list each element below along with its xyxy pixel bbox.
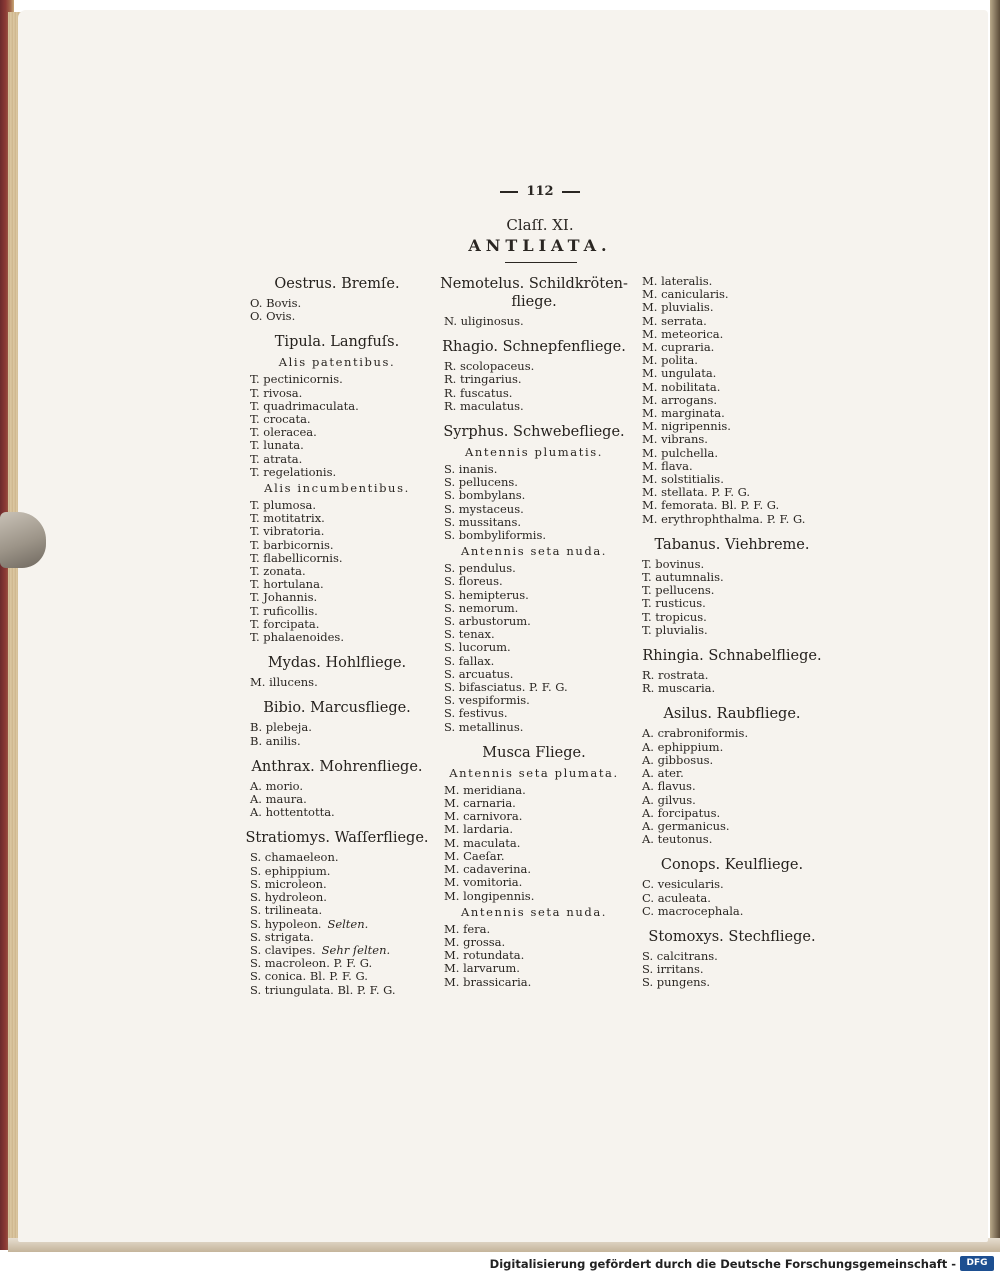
genus-heading: Asilus. Raubfliege. <box>663 706 801 723</box>
genus-heading: Stratiomys. Waſſerfliege. <box>245 830 429 847</box>
species-item: S. tenax. <box>444 627 495 642</box>
species-item: M. meridiana. <box>444 782 526 797</box>
genus-heading: Oestrus. Bremſe. <box>274 276 400 292</box>
rarity-note: Sehr ſelten. <box>321 942 391 957</box>
species-item: S. ephippium. <box>250 863 331 878</box>
species-item: M. stellata. P. F. G. <box>642 485 751 500</box>
species-item: M. arrogans. <box>642 392 718 407</box>
species-item: C. aculeata. <box>642 890 711 905</box>
species-item: A. teutonus. <box>642 832 713 847</box>
page-number <box>480 184 600 199</box>
dash-right <box>562 191 580 193</box>
subgroup-heading: Alis patentibus. <box>278 355 396 370</box>
species-item: O. Ovis. <box>250 309 296 324</box>
species-item: M. polita. <box>642 353 698 368</box>
species-item: C. vesicularis. <box>642 877 724 892</box>
species-item: M. brassicaria. <box>444 974 532 989</box>
species-item: R. scolopaceus. <box>444 359 535 374</box>
species-list <box>634 727 830 846</box>
species-item: M. vomitoria. <box>444 875 523 890</box>
species-list <box>242 373 432 479</box>
species-item: M. femorata. Bl. P. F. G. <box>642 498 780 513</box>
species-item: M. canicularis. <box>642 287 729 302</box>
species-item: T. ruficollis. <box>250 603 318 618</box>
species-item: T. vibratoria. <box>250 524 325 539</box>
species-item: S. pungens. <box>642 975 711 990</box>
column-1 <box>242 275 432 997</box>
species-item: M. pulchella. <box>642 445 719 460</box>
species-item: M. vibrans. <box>642 432 708 447</box>
species-item: A. gilvus. <box>642 792 696 807</box>
species-item: A. crabroniformis. <box>642 726 749 741</box>
species-item: M. longipennis. <box>444 888 535 903</box>
genus-heading: Tipula. Langfuſs. <box>274 334 400 351</box>
species-item: M. pluvialis. <box>642 300 714 315</box>
species-item: S. triungulata. Bl. P. F. G. <box>250 982 396 997</box>
species-item: T. oleracea. <box>250 425 317 440</box>
species-item: M. larvarum. <box>444 961 520 976</box>
species-item: S. nemorum. <box>444 600 519 615</box>
species-item: T. Johannis. <box>250 590 318 605</box>
species-item: S. hydroleon. <box>250 890 327 905</box>
species-item: A. hottentotta. <box>250 805 335 820</box>
species-item: T. crocata. <box>250 412 311 427</box>
species-item: S. bombylans. <box>444 488 526 503</box>
species-list <box>242 780 432 820</box>
species-item: S. inanis. <box>444 462 498 477</box>
species-item: M. ungulata. <box>642 366 717 381</box>
species-item: S. floreus. <box>444 574 503 589</box>
species-item: O. Bovis. <box>250 296 302 310</box>
species-item: M. rotundata. <box>444 948 525 963</box>
page-number-text: 112 <box>526 184 554 199</box>
species-item: S. hypoleon. Selten. <box>250 916 369 931</box>
species-item: S. mussitans. <box>444 514 522 529</box>
species-item: S. macroleon. P. F. G. <box>250 956 373 971</box>
species-item: S. festivus. <box>444 706 508 721</box>
species-list <box>242 851 432 996</box>
genus-heading: Rhingia. Schnabelfliege. <box>642 648 822 665</box>
species-list <box>242 499 432 644</box>
subgroup-heading: Antennis plumatis. <box>464 445 604 460</box>
species-list <box>436 360 632 413</box>
species-item: S. pellucens. <box>444 475 518 490</box>
species-item: T. hortulana. <box>250 577 324 592</box>
species-list <box>242 676 432 689</box>
species-item: R. tringarius. <box>444 372 522 387</box>
species-item: S. vespiformis. <box>444 693 530 708</box>
species-item: M. illucens. <box>250 675 318 690</box>
genus-heading: Anthrax. Mohrenfliege. <box>251 758 423 775</box>
species-item: S. microleon. <box>250 876 327 891</box>
species-item: R. fuscatus. <box>444 385 513 400</box>
species-item: M. meteorica. <box>642 326 724 341</box>
footer-bar <box>0 1252 1000 1275</box>
genus-heading: Bibio. Marcusfliege. <box>263 700 411 717</box>
species-item: S. bombyliformis. <box>444 528 547 543</box>
species-item: B. plebeja. <box>250 720 312 735</box>
species-item: A. ater. <box>642 766 684 781</box>
species-item: S. irritans. <box>642 962 704 977</box>
species-list <box>436 923 632 989</box>
species-item: M. flava. <box>642 458 693 473</box>
species-item: T. plumosa. <box>250 498 316 513</box>
species-item: M. lardaria. <box>444 822 514 837</box>
species-list <box>436 784 632 903</box>
column-3 <box>634 275 830 990</box>
species-item: T. zonata. <box>250 564 306 579</box>
book-cover-edge <box>990 0 1000 1250</box>
species-list <box>436 562 632 734</box>
subgroup-heading: Antennis seta nuda. <box>460 544 608 559</box>
species-list <box>634 669 830 695</box>
species-item: A. morio. <box>250 778 303 793</box>
species-item: N. uliginosus. <box>444 314 524 328</box>
species-item: M. grossa. <box>444 934 506 949</box>
species-item: T. rusticus. <box>642 596 706 611</box>
species-item: R. maculatus. <box>444 398 524 413</box>
species-item: S. arcuatus. <box>444 666 514 681</box>
dash-left <box>500 191 518 193</box>
species-item: M. serrata. <box>642 313 707 328</box>
species-item: S. clavipes. Sehr ſelten. <box>250 942 391 957</box>
species-item: M. erythrophthalma. P. F. G. <box>642 511 806 526</box>
species-item: M. Caeſar. <box>444 848 505 863</box>
species-item: T. barbicornis. <box>250 537 334 552</box>
species-item: S. hemipterus. <box>444 587 529 602</box>
species-item: R. rostrata. <box>642 668 709 683</box>
genus-heading: Stomoxys. Stechfliege. <box>648 928 816 945</box>
species-item: B. anilis. <box>250 733 301 748</box>
subgroup-heading: Antennis seta nuda. <box>460 904 608 919</box>
species-item: S. fallax. <box>444 653 495 668</box>
species-list <box>634 950 830 990</box>
species-item: A. ephippium. <box>642 739 724 754</box>
subgroup-heading: Alis incumbentibus. <box>264 481 410 496</box>
species-item: A. germanicus. <box>642 818 730 833</box>
genus-heading: Tabanus. Viehbreme. <box>654 536 810 553</box>
species-item: A. forcipatus. <box>642 805 721 820</box>
species-item: T. rivosa. <box>250 385 303 400</box>
species-item: T. lunata. <box>250 438 304 453</box>
species-item: S. lucorum. <box>444 640 511 655</box>
species-item: A. maura. <box>250 792 307 807</box>
species-item: T. forcipata. <box>250 616 320 631</box>
title-rule <box>505 262 577 263</box>
species-list <box>634 558 830 637</box>
species-item: T. regelationis. <box>250 464 337 479</box>
species-item: C. macrocephala. <box>642 903 744 918</box>
species-item: S. calcitrans. <box>642 948 718 963</box>
species-item: T. autumnalis. <box>642 570 724 585</box>
species-item: R. muscaria. <box>642 681 716 696</box>
species-item: M. nobilitata. <box>642 379 721 394</box>
species-list <box>242 297 432 323</box>
species-list <box>634 878 830 918</box>
species-list <box>634 275 830 526</box>
species-item: M. maculata. <box>444 835 521 850</box>
species-item: S. mystaceus. <box>444 501 524 516</box>
species-item: S. strigata. <box>250 929 314 944</box>
genus-heading: Nemotelus. Schildkröten-fliege. <box>440 276 628 310</box>
species-item: M. marginata. <box>642 406 725 421</box>
species-item: M. solstitialis. <box>642 472 724 487</box>
species-item: T. tropicus. <box>642 609 707 624</box>
genus-heading: Syrphus. Schwebefliege. <box>443 424 625 441</box>
species-item: M. lateralis. <box>642 274 713 288</box>
column-2 <box>436 275 632 989</box>
species-item: S. conica. Bl. P. F. G. <box>250 969 368 984</box>
species-item: T. atrata. <box>250 451 303 466</box>
species-item: A. gibbosus. <box>642 752 714 767</box>
dfg-logo: DFG <box>960 1256 994 1271</box>
species-item: M. carnivora. <box>444 809 523 824</box>
rarity-note: Selten. <box>327 916 369 931</box>
genus-heading: Rhagio. Schnepfenfliege. <box>442 339 626 356</box>
footer-credit: Digitalisierung gefördert durch die Deutsche Forschungsgemeinschaft - <box>489 1257 956 1271</box>
species-item: M. carnaria. <box>444 796 516 811</box>
species-item: S. arbustorum. <box>444 614 531 629</box>
species-item: T. bovinus. <box>642 556 705 571</box>
species-item: T. phalaenoides. <box>250 630 344 645</box>
species-item: S. chamaeleon. <box>250 850 339 865</box>
species-item: M. nigripennis. <box>642 419 731 434</box>
species-item: S. pendulus. <box>444 561 516 576</box>
species-item: T. pectinicornis. <box>250 372 343 387</box>
species-item: S. trilineata. <box>250 903 323 918</box>
species-item: T. quadrimaculata. <box>250 398 359 413</box>
genus-heading: Mydas. Hohlfliege. <box>267 655 407 672</box>
species-list <box>242 721 432 747</box>
species-item: S. metallinus. <box>444 719 524 734</box>
class-heading: Claſſ. XI. <box>506 216 574 234</box>
species-item: T. pellucens. <box>642 583 715 598</box>
genus-heading: Conops. Keulfliege. <box>660 857 804 874</box>
species-list <box>436 315 632 328</box>
species-item: A. flavus. <box>642 779 696 794</box>
species-item: T. flabellicornis. <box>250 550 343 565</box>
subgroup-heading: Antennis seta plumata. <box>449 765 619 780</box>
species-list <box>436 463 632 542</box>
genus-heading: Musca Fliege. <box>482 744 586 761</box>
species-item: T. motitatrix. <box>250 511 325 526</box>
page-title: ANTLIATA. <box>468 236 612 255</box>
species-item: M. cupraria. <box>642 340 715 355</box>
species-item: T. pluvialis. <box>642 622 708 637</box>
species-item: S. bifasciatus. P. F. G. <box>444 680 568 695</box>
species-item: M. fera. <box>444 921 491 936</box>
species-item: M. cadaverina. <box>444 862 531 877</box>
